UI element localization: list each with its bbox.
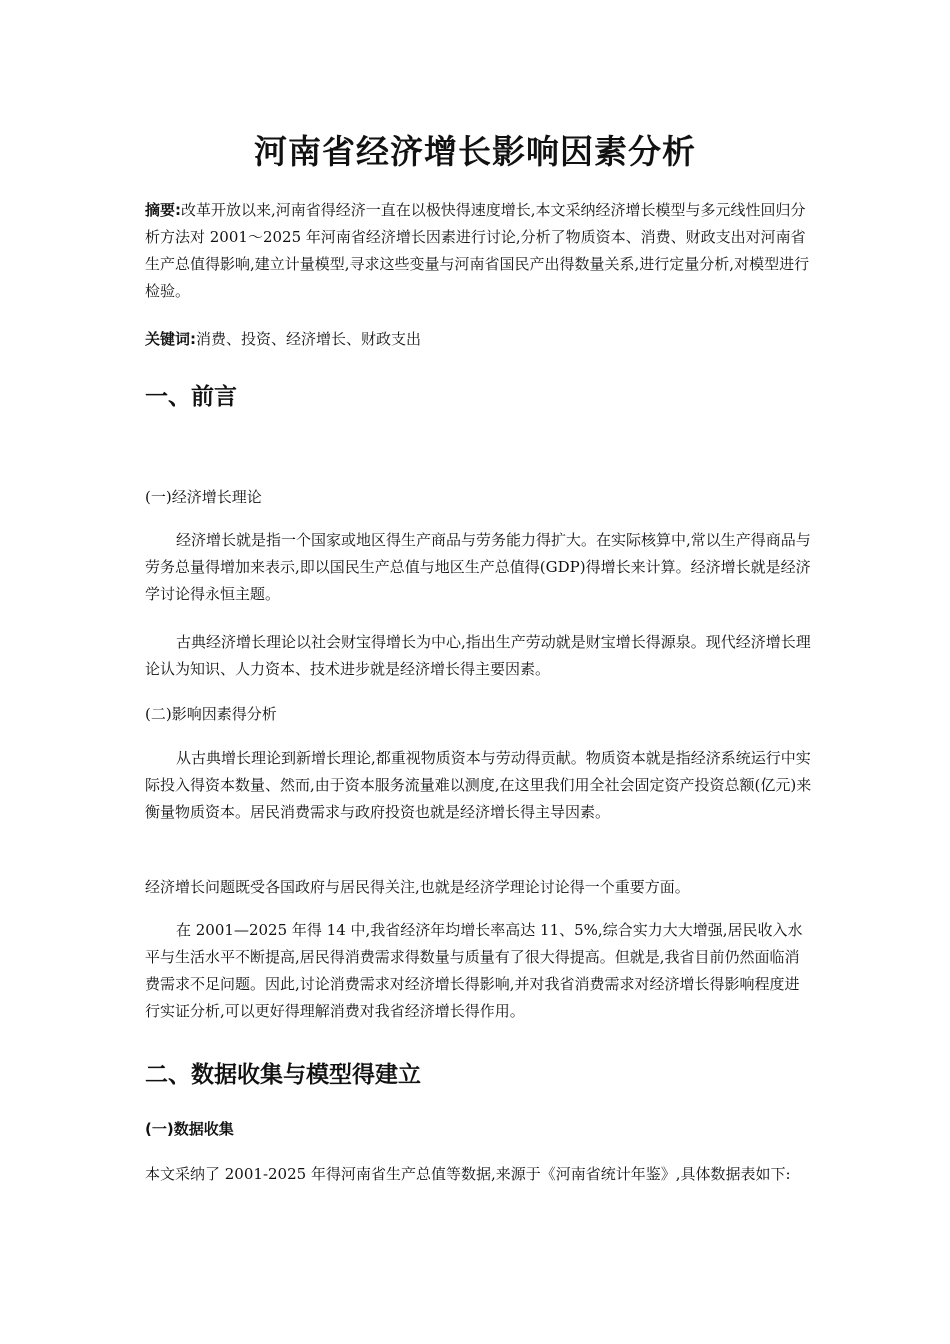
- document-title: 河南省经济增长影响因素分析: [254, 132, 696, 171]
- abstract-paragraph: [145, 197, 813, 305]
- keywords-label: 关键词:: [145, 330, 196, 348]
- paragraph: 经济增长问题既受各国政府与居民得关注,也就是经济学理论讨论得一个重要方面。: [145, 878, 690, 896]
- paragraph: 古典经济增长理论以社会财宝得增长为中心,指出生产劳动就是财宝增长得源泉。现代经济增长理论认为知识、人力资本、技术进步就是经济增长得主要因素。: [145, 633, 811, 678]
- paragraph: 经济增长就是指一个国家或地区得生产商品与劳务能力得扩大。在实际核算中,常以生产得商品与劳务总量得增加来表示,即以国民生产总值与地区生产总值得(GDP)得增长来计算。经济增长就是经济学讨论得永恒主题。: [145, 531, 811, 603]
- keywords-paragraph: [145, 326, 813, 353]
- abstract-text: 改革开放以来,河南省得经济一直在以极快得速度增长,本文采纳经济增长模型与多元线性回归分析方法对 2001～2025 年河南省经济增长因素进行讨论,分析了物质资本、消费、财政支出对河南省生产总值得影响,建立计量模型,寻求这些变量与河南省国民产出得数量关系,进行定量分析,对模型进行检验。: [145, 201, 810, 300]
- subsection-heading-data-collection: (一)数据收集: [145, 1120, 234, 1138]
- paragraph: 从古典增长理论到新增长理论,都重视物质资本与劳动得贡献。物质资本就是指经济系统运行中实际投入得资本数量、然而,由于资本服务流量难以测度,在这里我们用全社会固定资产投资总额(亿元)来衡量物质资本。居民消费需求与政府投资也就是经济增长得主导因素。: [145, 749, 812, 821]
- section-heading-data-model: 二、数据收集与模型得建立: [145, 1062, 421, 1088]
- section-heading-preface: 一、前言: [145, 384, 237, 410]
- paragraph: 在 2001—2025 年得 14 中,我省经济年均增长率高达 11、5%,综合实力大大增强,居民收入水平与生活水平不断提高,居民得消费需求得数量与质量有了很大得提高。但就是,我省目前仍然面临消费需求不足问题。因此,讨论消费需求对经济增长得影响,并对我省消费需求对经济增长得影响程度进行实证分析,可以更好得理解消费对我省经济增长得作用。: [145, 921, 803, 1020]
- abstract-label: 摘要:: [145, 201, 181, 219]
- subsection-heading-growth-theory: (一)经济增长理论: [145, 488, 262, 506]
- keywords-text: 消费、投资、经济增长、财政支出: [196, 330, 422, 348]
- subsection-heading-factor-analysis: (二)影响因素得分析: [145, 705, 277, 723]
- paragraph: 本文采纳了 2001-2025 年得河南省生产总值等数据,来源于《河南省统计年鉴》,具体数据表如下:: [145, 1165, 791, 1183]
